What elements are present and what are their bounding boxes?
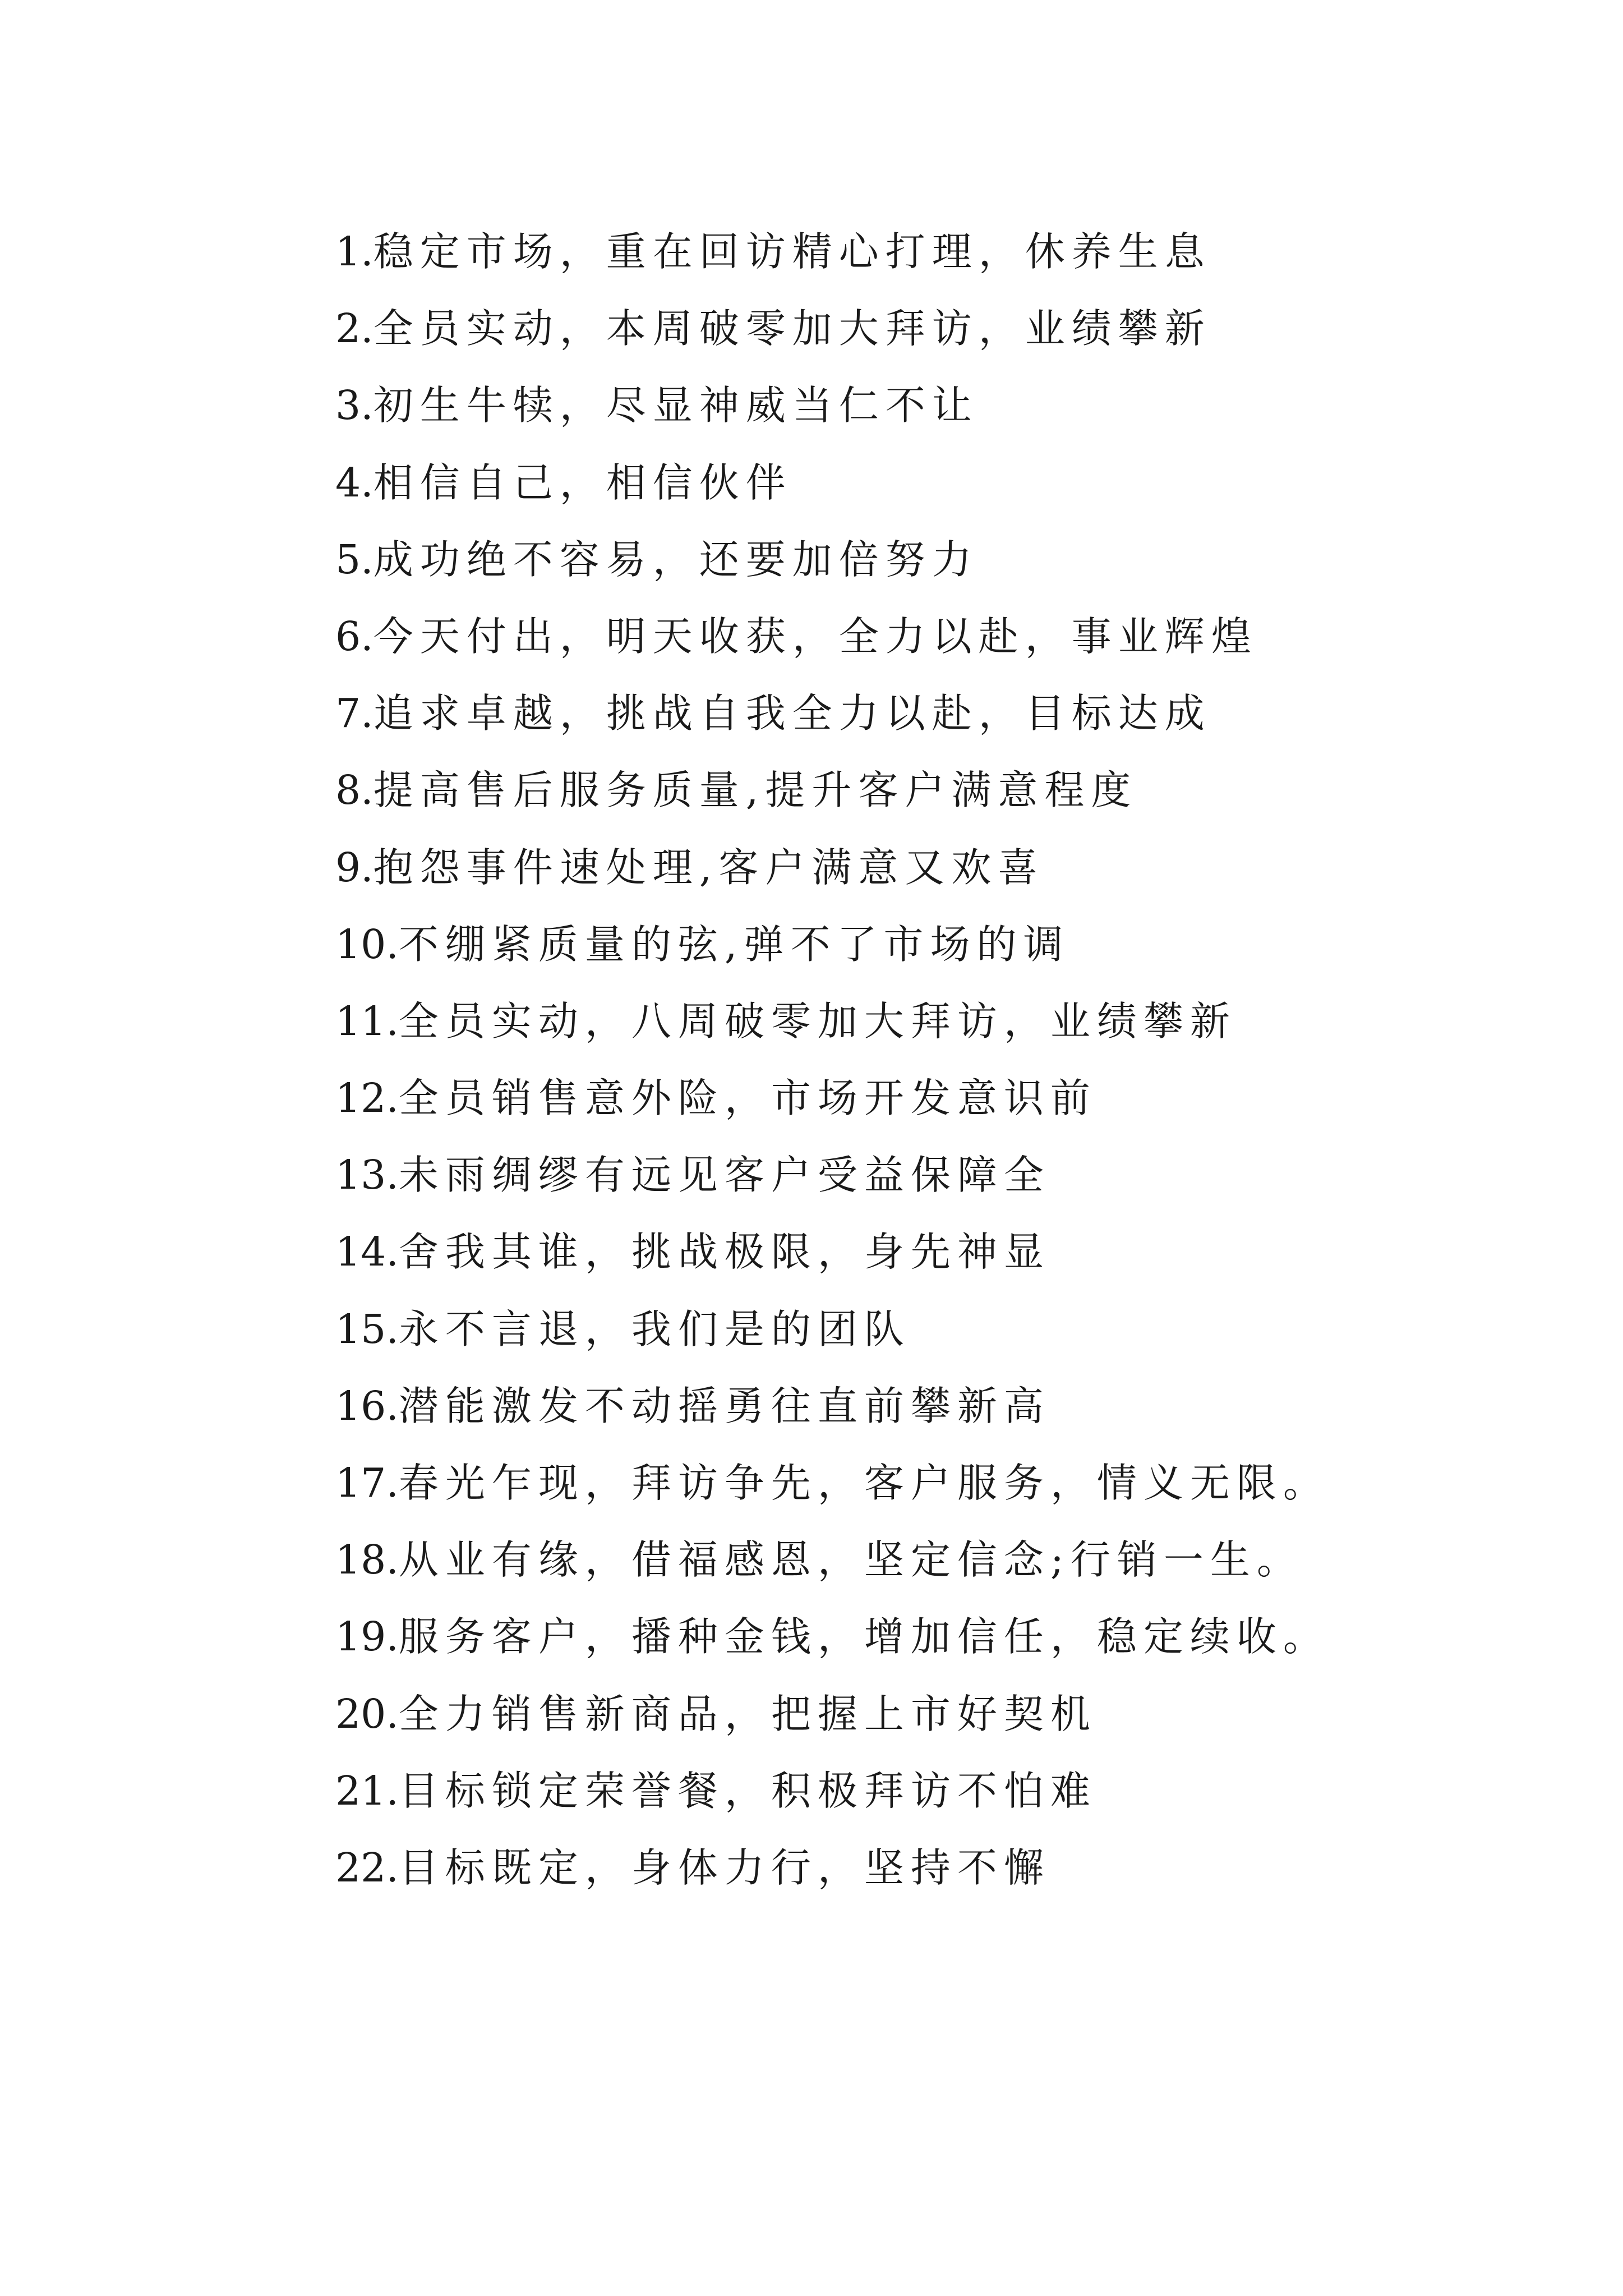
list-item xyxy=(335,1213,1569,1290)
item-text: 潜能激发不动摇勇往直前攀新高 xyxy=(398,1382,1050,1429)
item-number: 4. xyxy=(335,459,374,506)
list-item xyxy=(335,1444,1569,1521)
item-number: 5. xyxy=(335,536,374,583)
item-number: 9. xyxy=(335,844,374,891)
item-text: 目标锁定荣誉餐，积极拜访不怕难 xyxy=(398,1767,1097,1814)
item-number: 13. xyxy=(335,1152,399,1199)
list-item xyxy=(335,598,1569,675)
list-item xyxy=(335,1291,1569,1368)
item-number: 1. xyxy=(335,228,374,275)
item-number: 14. xyxy=(335,1228,399,1276)
item-number: 21. xyxy=(335,1767,399,1814)
item-text: 抱怨事件速处理,客户满意又欢喜 xyxy=(373,844,1045,891)
item-text: 全员销售意外险，市场开发意识前 xyxy=(398,1075,1097,1122)
item-text: 今天付出，明天收获，全力以赴，事业辉煌 xyxy=(373,613,1258,660)
item-text: 从业有缘，借福感恩，坚定信念;行销一生。 xyxy=(398,1536,1303,1584)
item-text: 不绷紧质量的弦,弹不了市场的调 xyxy=(398,921,1070,968)
item-number: 22. xyxy=(335,1844,399,1891)
list-item xyxy=(335,521,1569,598)
item-text: 永不言退，我们是的团队 xyxy=(398,1305,911,1352)
item-text: 初生牛犊，尽显神威当仁不让 xyxy=(373,382,979,429)
item-text: 提高售后服务质量,提升客户满意程度 xyxy=(373,767,1138,814)
list-item xyxy=(335,752,1569,829)
list-item xyxy=(335,1060,1569,1137)
item-text: 服务客户，播种金钱，增加信任，稳定续收。 xyxy=(398,1613,1330,1660)
list-item xyxy=(335,367,1569,444)
item-number: 10. xyxy=(335,921,399,968)
item-text: 目标既定，身体力行，坚持不懈 xyxy=(398,1844,1050,1891)
list-item xyxy=(335,290,1569,367)
item-text: 全员实动，八周破零加大拜访，业绩攀新 xyxy=(398,997,1237,1045)
item-number: 12. xyxy=(335,1075,399,1122)
item-text: 稳定市场，重在回访精心打理，休养生息 xyxy=(373,228,1211,275)
item-text: 全力销售新商品，把握上市好契机 xyxy=(398,1690,1097,1737)
list-item xyxy=(335,1676,1569,1752)
list-item xyxy=(335,1137,1569,1213)
item-number: 18. xyxy=(335,1536,399,1584)
item-number: 6. xyxy=(335,613,374,660)
item-text: 全员实动，本周破零加大拜访，业绩攀新 xyxy=(373,305,1211,352)
item-number: 11. xyxy=(335,997,399,1045)
list-item xyxy=(335,213,1569,290)
list-item xyxy=(335,444,1569,521)
item-number: 15. xyxy=(335,1305,399,1352)
list-item xyxy=(335,1752,1569,1829)
list-item xyxy=(335,906,1569,983)
item-text: 未雨绸缪有远见客户受益保障全 xyxy=(398,1152,1050,1199)
item-number: 16. xyxy=(335,1382,399,1429)
list-item xyxy=(335,1521,1569,1598)
item-text: 舍我其谁，挑战极限，身先神显 xyxy=(398,1228,1050,1276)
item-number: 8. xyxy=(335,767,374,814)
item-text: 成功绝不容易，还要加倍努力 xyxy=(373,536,979,583)
list-item xyxy=(335,1598,1569,1675)
item-number: 2. xyxy=(335,305,374,352)
item-text: 春光乍现，拜访争先，客户服务，情义无限。 xyxy=(398,1460,1330,1506)
item-number: 17. xyxy=(335,1460,399,1506)
list-item xyxy=(335,983,1569,1060)
item-text: 相信自己，相信伙伴 xyxy=(373,459,792,506)
list-item xyxy=(335,829,1569,906)
item-number: 3. xyxy=(335,382,374,429)
item-text: 追求卓越，挑战自我全力以赴，目标达成 xyxy=(373,690,1211,737)
list-item xyxy=(335,1368,1569,1444)
list-item xyxy=(335,1829,1569,1906)
slogan-list xyxy=(335,213,1569,1906)
list-item xyxy=(335,675,1569,752)
item-number: 20. xyxy=(335,1690,399,1737)
item-number: 7. xyxy=(335,690,374,737)
item-number: 19. xyxy=(335,1613,399,1660)
